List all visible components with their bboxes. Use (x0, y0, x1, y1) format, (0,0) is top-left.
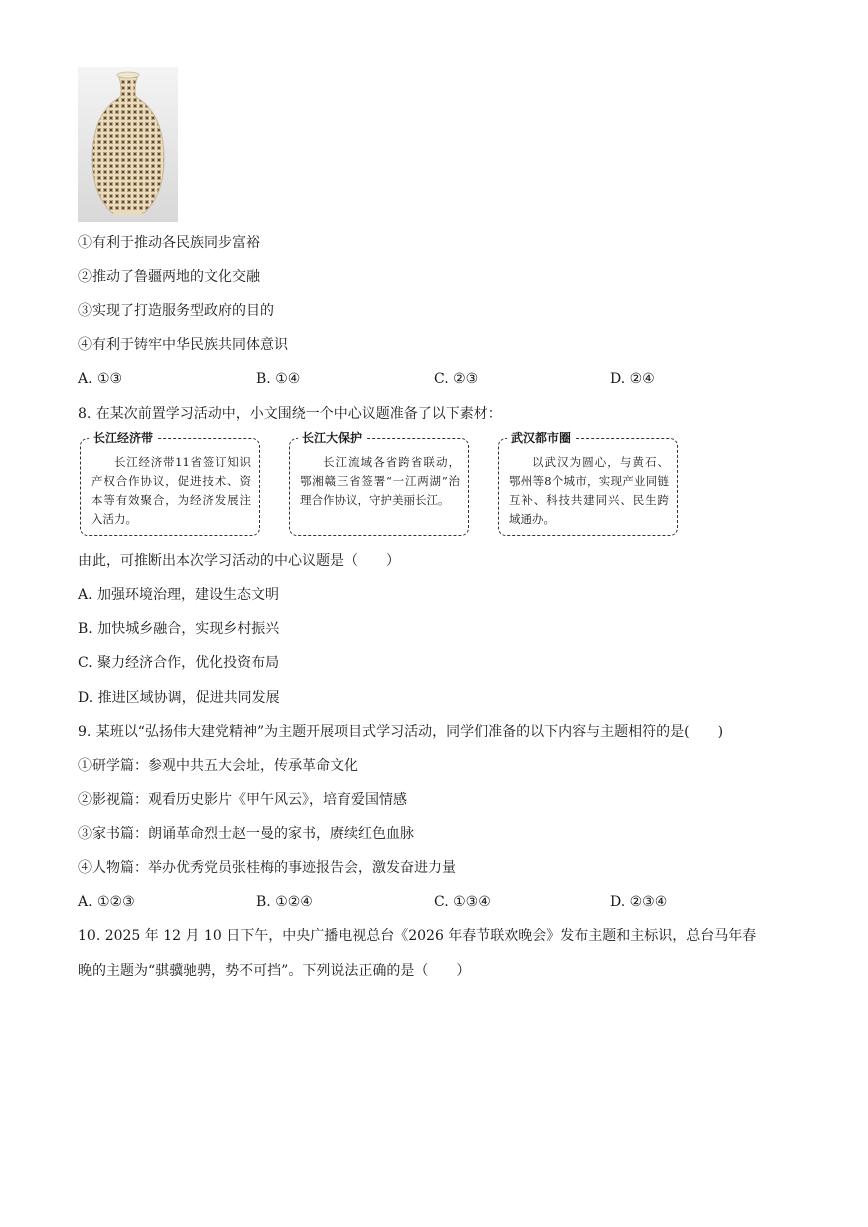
card-body: 以武汉为圆心，与黄石、鄂州等8个城市，实现产业同链互补、科技共建同兴、民生跨域通办。 (509, 455, 669, 526)
q8-stem: 8. 在某次前置学习活动中，小文围绕一个中心议题准备了以下素材： (78, 406, 502, 422)
q10-stem-line-1: 10. 2025 年 12 月 10 日下午，中央广播电视总台《2026 年春节联欢晚会》发布主题和主标识，总台马年春 (78, 928, 757, 944)
q10-stem-line-2: 晚的主题为“骐骥驰骋，势不可挡”。下列说法正确的是（ ） (78, 963, 471, 979)
q9-choices (78, 892, 778, 912)
card-body: 长江经济带11省签订知识产权合作协议，促进技术、资本等有效聚合，为经济发展注入活力。 (91, 455, 251, 526)
q8-choice-a[interactable]: A. 加强环境治理，建设生态文明 (78, 587, 280, 603)
material-card-wuhan-metro-area (498, 431, 678, 536)
q9-item-1: ①研学篇：参观中共五大会址，传承革命文化 (78, 758, 358, 774)
q7-item-2: ②推动了鲁疆两地的文化交融 (78, 269, 260, 285)
q7-item-3: ③实现了打造服务型政府的目的 (78, 303, 274, 319)
q8-ask: 由此，可推断出本次学习活动的中心议题是（ ） (78, 553, 400, 569)
q9-choice-c[interactable]: C. ①③④ (434, 894, 491, 910)
q9-item-3: ③家书篇：朗诵革命烈士赵一曼的家书，赓续红色血脉 (78, 826, 414, 842)
q7-choice-c[interactable]: C. ②③ (434, 371, 479, 387)
card-title: 长江经济带 (89, 429, 157, 447)
material-card-yangtze-economic-belt (80, 431, 260, 536)
q9-choice-b[interactable]: B. ①②④ (256, 894, 313, 910)
q8-choice-d[interactable]: D. 推进区域协调，促进共同发展 (78, 690, 280, 706)
q9-item-2: ②影视篇：观看历史影片《甲午风云》，培育爱国情感 (78, 792, 407, 808)
q9-choice-a[interactable]: A. ①②③ (78, 894, 135, 910)
q7-choice-d[interactable]: D. ②④ (610, 371, 655, 387)
q8-choice-b[interactable]: B. 加快城乡融合，实现乡村振兴 (78, 621, 280, 637)
card-body: 长江流域各省跨省联动，鄂湘赣三省签署“一江两湖”治理合作协议，守护美丽长江。 (300, 455, 460, 507)
q8-choice-c[interactable]: C. 聚力经济合作，优化投资布局 (78, 655, 280, 671)
q7-choice-b[interactable]: B. ①④ (256, 371, 301, 387)
openwork-vase-image (78, 67, 178, 222)
q7-item-4: ④有利于铸牢中华民族共同体意识 (78, 337, 288, 353)
material-card-yangtze-protection (289, 431, 469, 536)
q9-item-4: ④人物篇：举办优秀党员张桂梅的事迹报告会，激发奋进力量 (78, 860, 456, 876)
q7-choices (78, 369, 778, 389)
card-title: 长江大保护 (298, 429, 366, 447)
q7-choice-a[interactable]: A. ①③ (78, 371, 123, 387)
card-title: 武汉都市圈 (507, 429, 575, 447)
q7-item-1: ①有利于推动各民族同步富裕 (78, 235, 260, 251)
q9-stem: 9. 某班以“弘扬伟大建党精神”为主题开展项目式学习活动，同学们准备的以下内容与主题相符的是( ) (78, 724, 724, 740)
q9-choice-d[interactable]: D. ②③④ (610, 894, 668, 910)
